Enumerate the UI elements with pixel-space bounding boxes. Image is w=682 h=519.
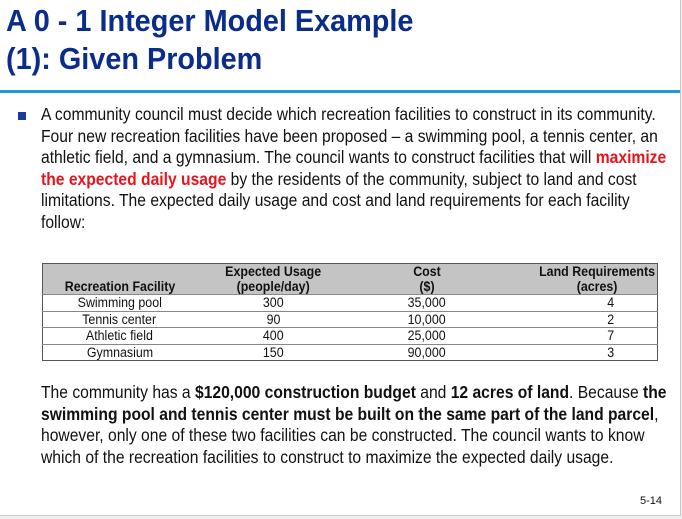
table-row [43,328,658,345]
bullet-square-icon [18,112,26,120]
cell-facility: Tennis center [43,311,197,328]
land-emphasis: 12 acres of land [450,382,570,402]
cell-usage: 300 [196,295,350,312]
header-land: Land Requirements (acres) [504,264,658,295]
header-cost: Cost ($) [350,264,504,295]
cell-usage: 90 [196,311,350,328]
table-row [43,295,658,312]
parcel-constraint-emphasis: the swimming pool and tennis center must be built on the same part of the land parcel [41,382,667,424]
problem-description [41,104,667,233]
table-row [43,311,658,328]
cell-facility: Athletic field [43,328,197,345]
cell-land: 2 [504,311,658,328]
cell-cost: 35,000 [350,295,504,312]
description-text: A community council must decide which recreation facilities to construct in its community. Four new recreation facilities have been proposed – a swimming pool, a tennis center, an athletic field, and a gymnasium. The council wants to construct facilities that will [41,104,658,167]
cell-land: 4 [504,295,658,312]
cell-usage: 150 [196,344,350,361]
facility-table [42,263,658,361]
header-usage: Expected Usage (people/day) [196,264,350,295]
cell-facility: Swimming pool [43,295,197,312]
title-line-1: A 0 - 1 Integer Model Example [6,3,414,38]
budget-emphasis: $120,000 construction budget [194,382,416,402]
cell-usage: 400 [196,328,350,345]
cell-cost: 10,000 [350,311,504,328]
table-header-row [43,264,658,295]
table-row [43,344,658,361]
constraints-description: The community has a $120,000 construction budget and 12 acres of land. Because the swimming pool and tennis center must be built on the same part of the land parcel, however, only one of these two facilities can be constructed. The council wants to know which of the recreation facilities to construct to maximize the expected daily usage. [41,382,667,467]
page-number: 5-14 [640,495,663,507]
slide-title [6,2,413,78]
title-divider [0,90,680,93]
title-line-2: (1): Given Problem [6,41,263,76]
cell-land: 3 [504,344,658,361]
cell-land: 7 [504,328,658,345]
cell-cost: 90,000 [350,344,504,361]
cell-cost: 25,000 [350,328,504,345]
objective-highlight: maximize the expected daily usage [41,147,667,189]
description-text-continued: by the residents of the community, subject to land and cost limitations. The expected daily usage and cost and land requirements for each facility follow: [41,168,637,232]
header-facility: Recreation Facility [43,264,197,295]
cell-facility: Gymnasium [43,344,197,361]
